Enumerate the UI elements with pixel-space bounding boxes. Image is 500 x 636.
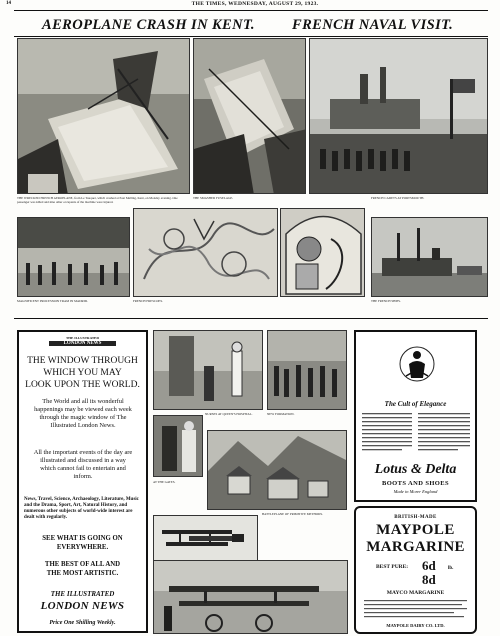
iln-logo-top: THE ILLUSTRATED (65, 336, 100, 340)
ad-maypole-margarine (354, 506, 477, 634)
iln-cta-2: EVERYWHERE. (56, 544, 109, 551)
maypole-body-text (364, 599, 467, 621)
caption-monoplane: BATTLEPLANE OF PRIMITIVE METHODS. (262, 512, 323, 516)
photo-new-formation (267, 330, 347, 410)
lotus-sub: BOOTS AND SHOES (381, 480, 450, 487)
iln-para-1: The World and all its wonderful happenings may be viewed each week through the magic window of The Illustrated London News. (34, 398, 132, 429)
caption-ships: THE FRENCH SHIPS. (371, 299, 401, 303)
lotus-body-text (362, 412, 470, 460)
iln-headline-1: THE WINDOW THROUGH (27, 356, 138, 366)
photo-frescoes (133, 208, 278, 297)
lotus-title: The Cult of Elegance (384, 400, 447, 408)
maypole-mayco: MAYCO MARGARINE (386, 590, 445, 596)
caption-procession: MAGNIFICENT PROCESSION TRAM IN MADRID. (17, 299, 88, 303)
maypole-price-1: 6d (422, 558, 436, 573)
photo-wrecked-aeroplane (17, 38, 190, 194)
iln-para-2: All the important events of the day are illustrated and discussed in a way which cannot fail to entertain and inform. (33, 449, 133, 480)
lotus-illustration (399, 342, 435, 386)
maypole-price-2: 8d (422, 572, 436, 587)
maypole-brand-2: MARGARINE (366, 539, 465, 555)
photo-smashed-fuselage (193, 38, 306, 194)
iln-headline-2: WHICH YOU MAY (43, 368, 122, 378)
caption-cadets: FRENCH CADETS AT PORTSMOUTH. (371, 196, 425, 200)
caption-fuselage: THE SMASHED FUSELAGE. (193, 196, 234, 200)
caption-frescoes: FRENCH FRESCOES. (133, 299, 163, 303)
section-rule (14, 318, 488, 319)
iln-footer-logo-top: THE ILLUSTRATED (50, 590, 115, 598)
photo-french-cadets-portsmouth (309, 38, 488, 194)
maypole-top: BRITISH-MADE (394, 515, 437, 520)
iln-cta-4: THE MOST ARTISTIC. (46, 570, 119, 577)
iln-cta-3: THE BEST OF ALL AND (44, 561, 121, 568)
photo-village (207, 430, 347, 510)
caption-nurse: AT THE GATES. (153, 480, 176, 484)
maypole-brand-1: MAYPOLE (376, 522, 455, 538)
photo-french-ships (371, 217, 488, 297)
caption-wreck: THE WRECKED FRENCH AEROPLANE, from Le Touquet, which crashed at East Malling, Kent, on Monday evening. One passenger was killed and nine other occupants of the machine were injured. (17, 196, 178, 204)
iln-cta-1: SEE WHAT IS GOING ON (42, 535, 123, 542)
lotus-brand: Lotus & Delta (374, 462, 457, 477)
headline-french-naval-visit: FRENCH NAVAL VISIT. (292, 17, 454, 33)
maypole-best-pure: BEST PURE: (376, 564, 409, 570)
caption-new-formation: NEW FORMATION. (267, 412, 295, 416)
caption-hospital: NURSES AT QUEEN'S HOSPITAL. (205, 412, 253, 416)
masthead: THE TIMES, WEDNESDAY, AUGUST 29, 1923. (191, 1, 319, 7)
headline-rule (14, 36, 488, 37)
photo-stained-glass-window (280, 208, 365, 297)
photo-hospital-nurses (153, 330, 263, 410)
photo-nurse-at-gates (153, 415, 203, 477)
ad-illustrated-london-news (17, 330, 148, 633)
lotus-tagline: Made in Morer England (393, 489, 438, 494)
iln-footer-logo-main: LONDON NEWS (40, 600, 125, 612)
iln-headline-3: LOOK UPON THE WORLD. (25, 380, 140, 390)
photo-hangar (153, 560, 348, 634)
page-number: 14 (6, 1, 11, 6)
ad-lotus-delta (354, 330, 477, 502)
photo-madrid-procession (17, 217, 130, 297)
iln-para-3: News, Travel, Science, Archaeology, Literature, Music and the Drama, Sport, Art, Natural History, and numerous other subjects of world-wide interest are dealt with regularly. (24, 497, 139, 520)
maypole-per: lb. (448, 566, 454, 571)
iln-price: Price One Shilling Weekly. (49, 620, 116, 626)
iln-logo-main: LONDON NEWS (49, 341, 116, 346)
masthead-rule (14, 10, 488, 11)
maypole-footer: MAYPOLE DAIRY CO. LTD. (386, 623, 445, 628)
headline-aeroplane-crash: AEROPLANE CRASH IN KENT. (42, 17, 255, 33)
